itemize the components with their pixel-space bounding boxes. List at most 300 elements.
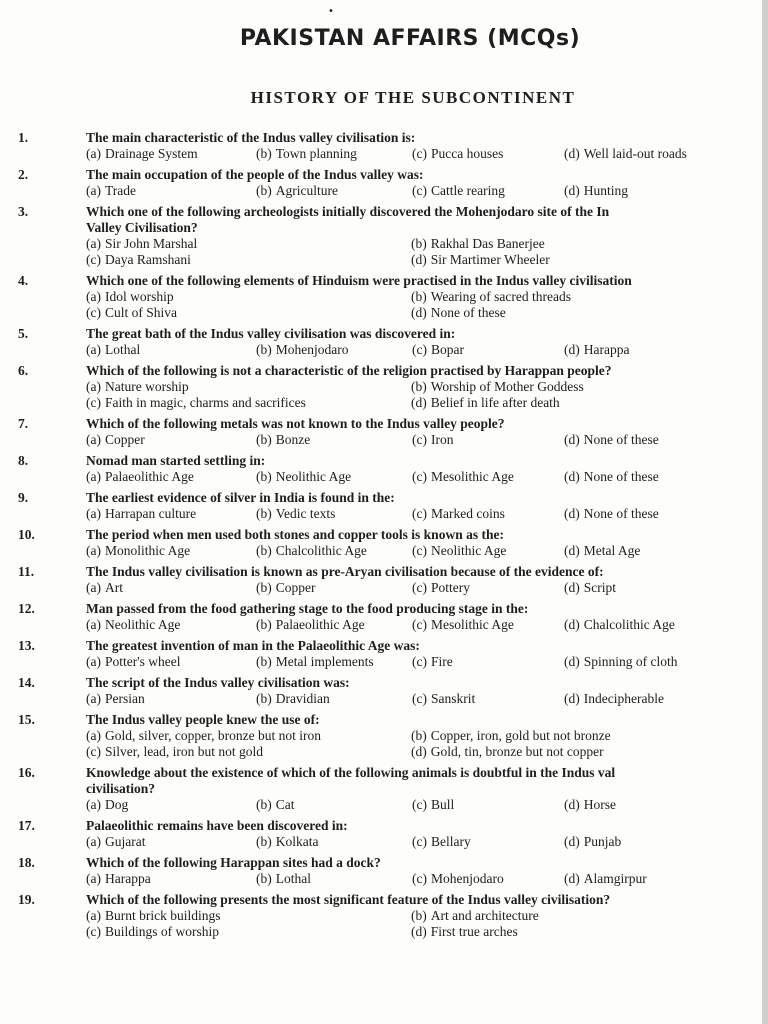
option-label: (a) (86, 691, 101, 706)
answer-option (564, 797, 758, 813)
option-group (86, 617, 758, 633)
option-label: (d) (411, 744, 427, 759)
option-text: Silver, lead, iron but not gold (104, 744, 264, 759)
option-label: (b) (411, 289, 427, 304)
option-label: (c) (412, 506, 427, 521)
option-label: (a) (86, 183, 101, 198)
option-text: Metal implements (275, 654, 374, 669)
answer-option (412, 691, 564, 707)
option-label: (d) (564, 146, 580, 161)
option-text: Persian (104, 691, 145, 706)
answer-option (411, 395, 758, 411)
option-group (86, 146, 758, 162)
option-text: Dog (104, 797, 129, 812)
option-label: (b) (256, 580, 272, 595)
option-label: (b) (256, 342, 272, 357)
option-text: Mesolithic Age (430, 617, 514, 632)
option-text: Cat (275, 797, 295, 812)
option-text: Lothal (104, 342, 141, 357)
answer-option (256, 871, 412, 887)
option-group (86, 506, 758, 522)
option-label: (a) (86, 432, 101, 447)
question-number: 11. (18, 564, 35, 579)
option-group (86, 236, 758, 268)
option-label: (b) (256, 691, 272, 706)
option-label: (c) (412, 469, 427, 484)
option-label: (c) (86, 744, 101, 759)
option-label: (b) (256, 654, 272, 669)
option-label: (d) (411, 252, 427, 267)
option-text: Gujarat (104, 834, 146, 849)
answer-option (86, 797, 256, 813)
option-label: (a) (86, 908, 101, 923)
answer-option (564, 834, 758, 850)
answer-option (564, 871, 758, 887)
question-number: 13. (18, 638, 35, 653)
answer-option (86, 395, 411, 411)
option-text: Cult of Shiva (104, 305, 177, 320)
question-number: 10. (18, 527, 35, 542)
option-label: (a) (86, 289, 101, 304)
answer-option (564, 617, 758, 633)
option-label: (b) (256, 469, 272, 484)
question-number: 15. (18, 712, 35, 727)
answer-option (86, 183, 256, 199)
answer-option (411, 924, 758, 940)
option-text: Harappa (583, 342, 630, 357)
answer-option (412, 183, 564, 199)
option-text: Sanskrit (430, 691, 476, 706)
answer-option (412, 871, 564, 887)
option-group (86, 543, 758, 559)
answer-option (411, 236, 758, 252)
option-label: (c) (412, 543, 427, 558)
question-text: Which one of the following elements of Hinduism were practised in the Indus valley civilisation (86, 273, 632, 288)
option-label: (c) (412, 654, 427, 669)
option-text: Chalcolithic Age (275, 543, 367, 558)
option-text: Faith in magic, charms and sacrifices (104, 395, 306, 410)
option-label: (c) (412, 146, 427, 161)
question-text: Which of the following is not a characteristic of the religion practised by Harappan people? (86, 363, 612, 378)
answer-option (412, 834, 564, 850)
option-text: Metal Age (583, 543, 641, 558)
option-text: Fire (430, 654, 453, 669)
option-text: Potter's wheel (104, 654, 181, 669)
option-text: Vedic texts (275, 506, 336, 521)
option-text: Sir John Marshal (104, 236, 198, 251)
option-label: (a) (86, 728, 101, 743)
option-text: None of these (583, 469, 659, 484)
option-label: (b) (256, 146, 272, 161)
answer-option (256, 654, 412, 670)
answer-option (86, 744, 411, 760)
option-label: (a) (86, 342, 101, 357)
question-text-continued: Valley Civilisation? (86, 220, 198, 235)
option-label: (c) (412, 580, 427, 595)
question-number: 9. (18, 490, 29, 505)
page-title: PAKISTAN AFFAIRS (MCQs) (239, 26, 581, 51)
answer-option (564, 432, 758, 448)
question-item (14, 527, 758, 559)
section-heading: HISTORY OF THE SUBCONTINENT (250, 88, 576, 107)
answer-option (412, 432, 564, 448)
question-item (14, 712, 758, 760)
option-text: Copper (104, 432, 145, 447)
answer-option (86, 432, 256, 448)
answer-option (256, 506, 412, 522)
option-text: None of these (583, 506, 659, 521)
answer-option (86, 506, 256, 522)
answer-option (564, 543, 758, 559)
question-item (14, 818, 758, 850)
answer-option (256, 342, 412, 358)
option-text: None of these (430, 305, 506, 320)
option-label: (d) (564, 834, 580, 849)
question-number: 1. (18, 130, 29, 145)
option-text: Palaeolithic Age (275, 617, 365, 632)
option-label: (c) (86, 252, 101, 267)
answer-option (412, 342, 564, 358)
question-item (14, 167, 758, 199)
option-text: Dravidian (275, 691, 330, 706)
question-item (14, 675, 758, 707)
option-group (86, 469, 758, 485)
option-group (86, 908, 758, 940)
option-text: Punjab (583, 834, 622, 849)
option-text: Neolithic Age (430, 543, 507, 558)
answer-option (411, 379, 758, 395)
question-number: 4. (18, 273, 29, 288)
page-edge-shadow (762, 0, 768, 1024)
option-text: Bellary (430, 834, 471, 849)
question-item (14, 453, 758, 485)
option-label: (a) (86, 580, 101, 595)
question-number: 3. (18, 204, 29, 219)
option-label: (b) (411, 728, 427, 743)
question-text: Palaeolithic remains have been discovered in: (86, 818, 348, 833)
option-label: (b) (411, 236, 427, 251)
option-label: (d) (564, 797, 580, 812)
option-label: (b) (256, 834, 272, 849)
option-label: (d) (564, 617, 580, 632)
question-text: The script of the Indus valley civilisation was: (86, 675, 350, 690)
answer-option (86, 580, 256, 596)
answer-option (86, 469, 256, 485)
question-text: The greatest invention of man in the Palaeolithic Age was: (86, 638, 420, 653)
answer-option (86, 379, 411, 395)
question-number: 2. (18, 167, 29, 182)
option-label: (c) (86, 924, 101, 939)
option-text: Pucca houses (430, 146, 504, 161)
option-label: (c) (412, 432, 427, 447)
option-text: Spinning of cloth (583, 654, 678, 669)
answer-option (564, 342, 758, 358)
option-text: Idol worship (104, 289, 174, 304)
answer-option (86, 654, 256, 670)
option-text: Art and architecture (430, 908, 539, 923)
option-label: (c) (412, 342, 427, 357)
option-text: Marked coins (430, 506, 505, 521)
option-text: Copper (275, 580, 316, 595)
option-text: Hunting (583, 183, 629, 198)
option-group (86, 871, 758, 887)
answer-option (412, 506, 564, 522)
option-label: (d) (564, 691, 580, 706)
option-text: Gold, tin, bronze but not copper (430, 744, 604, 759)
option-group (86, 289, 758, 321)
option-text: Kolkata (275, 834, 319, 849)
option-label: (b) (256, 183, 272, 198)
option-text: Copper, iron, gold but not bronze (430, 728, 611, 743)
answer-option (564, 469, 758, 485)
answer-option (86, 924, 411, 940)
answer-option (564, 580, 758, 596)
option-text: Bull (430, 797, 455, 812)
option-label: (c) (412, 691, 427, 706)
answer-option (564, 506, 758, 522)
option-text: Monolithic Age (104, 543, 191, 558)
option-text: Cattle rearing (430, 183, 505, 198)
question-number: 19. (18, 892, 35, 907)
option-label: (d) (564, 871, 580, 886)
question-text: Which of the following Harappan sites had a dock? (86, 855, 381, 870)
question-item (14, 564, 758, 596)
option-text: Chalcolithic Age (583, 617, 675, 632)
question-number: 6. (18, 363, 29, 378)
question-number: 16. (18, 765, 35, 780)
answer-option (412, 543, 564, 559)
option-label: (b) (256, 506, 272, 521)
answer-option (86, 305, 411, 321)
option-text: Belief in life after death (430, 395, 560, 410)
question-text: The great bath of the Indus valley civilisation was discovered in: (86, 326, 456, 341)
option-text: Harrapan culture (104, 506, 197, 521)
answer-option (564, 654, 758, 670)
answer-option (86, 543, 256, 559)
answer-option (86, 252, 411, 268)
option-text: First true arches (430, 924, 518, 939)
option-group (86, 728, 758, 760)
option-group (86, 342, 758, 358)
question-item (14, 638, 758, 670)
question-text: Which one of the following archeologists initially discovered the Mohenjodaro site of the In (86, 204, 610, 219)
question-text: The period when men used both stones and copper tools is known as the: (86, 527, 504, 542)
answer-option (564, 183, 758, 199)
question-text: The main occupation of the people of the Indus valley was: (86, 167, 424, 182)
option-group (86, 654, 758, 670)
option-label: (b) (256, 617, 272, 632)
question-item (14, 765, 758, 813)
question-number: 14. (18, 675, 35, 690)
answer-option (256, 617, 412, 633)
option-label: (a) (86, 543, 101, 558)
question-text: The earliest evidence of silver in India is found in the: (86, 490, 395, 505)
question-number: 17. (18, 818, 35, 833)
option-text: Neolithic Age (275, 469, 352, 484)
option-label: (d) (564, 580, 580, 595)
option-text: Rakhal Das Banerjee (430, 236, 545, 251)
answer-option (411, 252, 758, 268)
option-label: (c) (86, 395, 101, 410)
option-text: Script (583, 580, 616, 595)
question-item (14, 130, 758, 162)
option-group (86, 580, 758, 596)
option-label: (a) (86, 654, 101, 669)
option-text: Horse (583, 797, 616, 812)
option-label: (a) (86, 469, 101, 484)
option-label: (d) (564, 654, 580, 669)
answer-option (256, 469, 412, 485)
question-text: The main characteristic of the Indus valley civilisation is: (86, 130, 416, 145)
answer-option (256, 797, 412, 813)
option-label: (a) (86, 617, 101, 632)
answer-option (86, 236, 411, 252)
top-dot-mark: • (328, 6, 334, 17)
answer-option (564, 691, 758, 707)
question-list (14, 130, 758, 945)
answer-option (256, 146, 412, 162)
option-label: (b) (411, 908, 427, 923)
answer-option (411, 305, 758, 321)
option-label: (b) (256, 871, 272, 886)
option-group (86, 834, 758, 850)
answer-option (256, 432, 412, 448)
option-text: Mesolithic Age (430, 469, 514, 484)
question-text: The Indus valley people knew the use of: (86, 712, 320, 727)
question-item (14, 416, 758, 448)
option-text: Harappa (104, 871, 151, 886)
question-item (14, 490, 758, 522)
answer-option (411, 728, 758, 744)
question-text: Nomad man started settling in: (86, 453, 266, 468)
option-label: (d) (564, 342, 580, 357)
option-group (86, 183, 758, 199)
question-item (14, 273, 758, 321)
question-text-continued: civilisation? (86, 781, 156, 796)
question-text: Which of the following metals was not known to the Indus valley people? (86, 416, 505, 431)
question-item (14, 363, 758, 411)
option-text: Iron (430, 432, 454, 447)
answer-option (256, 183, 412, 199)
option-label: (b) (411, 379, 427, 394)
option-label: (c) (412, 834, 427, 849)
option-text: Daya Ramshani (104, 252, 191, 267)
option-group (86, 379, 758, 411)
option-text: Burnt brick buildings (104, 908, 221, 923)
answer-option (411, 908, 758, 924)
option-label: (a) (86, 236, 101, 251)
option-label: (a) (86, 797, 101, 812)
option-text: Indecipherable (583, 691, 664, 706)
question-number: 8. (18, 453, 29, 468)
answer-option (256, 543, 412, 559)
option-text: None of these (583, 432, 659, 447)
option-label: (d) (564, 543, 580, 558)
option-label: (c) (86, 305, 101, 320)
answer-option (86, 617, 256, 633)
option-label: (c) (412, 617, 427, 632)
option-label: (a) (86, 834, 101, 849)
answer-option (412, 617, 564, 633)
answer-option (256, 691, 412, 707)
answer-option (86, 289, 411, 305)
option-label: (d) (564, 469, 580, 484)
answer-option (412, 469, 564, 485)
question-item (14, 601, 758, 633)
option-label: (b) (256, 543, 272, 558)
option-text: Agriculture (275, 183, 338, 198)
question-text: The Indus valley civilisation is known as pre-Aryan civilisation because of the evidence of: (86, 564, 604, 579)
question-number: 12. (18, 601, 35, 616)
option-text: Nature worship (104, 379, 189, 394)
option-text: Trade (104, 183, 136, 198)
answer-option (411, 289, 758, 305)
option-label: (a) (86, 871, 101, 886)
option-text: Town planning (275, 146, 357, 161)
answer-option (86, 691, 256, 707)
question-item (14, 855, 758, 887)
answer-option (412, 654, 564, 670)
option-text: Sir Martimer Wheeler (430, 252, 550, 267)
question-text: Which of the following presents the most significant feature of the Indus valley civilisation? (86, 892, 611, 907)
answer-option (86, 342, 256, 358)
question-number: 7. (18, 416, 29, 431)
answer-option (256, 580, 412, 596)
option-label: (b) (256, 432, 272, 447)
question-item (14, 204, 758, 268)
option-text: Worship of Mother Goddess (430, 379, 584, 394)
option-text: Bonze (275, 432, 311, 447)
answer-option (86, 728, 411, 744)
answer-option (256, 834, 412, 850)
option-label: (c) (412, 871, 427, 886)
question-number: 5. (18, 326, 29, 341)
option-text: Palaeolithic Age (104, 469, 194, 484)
option-text: Pottery (430, 580, 470, 595)
answer-option (412, 580, 564, 596)
option-text: Well laid-out roads (583, 146, 687, 161)
answer-option (411, 744, 758, 760)
option-text: Mohenjodaro (430, 871, 504, 886)
answer-option (86, 146, 256, 162)
option-label: (d) (564, 506, 580, 521)
option-text: Gold, silver, copper, bronze but not iron (104, 728, 321, 743)
option-text: Neolithic Age (104, 617, 181, 632)
option-text: Buildings of worship (104, 924, 219, 939)
option-label: (a) (86, 379, 101, 394)
option-label: (d) (411, 305, 427, 320)
answer-option (412, 146, 564, 162)
option-text: Mohenjodaro (275, 342, 349, 357)
option-text: Art (104, 580, 123, 595)
option-text: Alamgirpur (583, 871, 647, 886)
option-group (86, 432, 758, 448)
answer-option (564, 146, 758, 162)
question-number: 18. (18, 855, 35, 870)
question-text: Man passed from the food gathering stage to the food producing stage in the: (86, 601, 529, 616)
option-label: (d) (564, 432, 580, 447)
answer-option (86, 834, 256, 850)
option-label: (b) (256, 797, 272, 812)
option-label: (d) (564, 183, 580, 198)
answer-option (86, 871, 256, 887)
option-text: Drainage System (104, 146, 198, 161)
answer-option (412, 797, 564, 813)
option-label: (c) (412, 797, 427, 812)
question-item (14, 892, 758, 940)
question-item (14, 326, 758, 358)
option-label: (a) (86, 506, 101, 521)
